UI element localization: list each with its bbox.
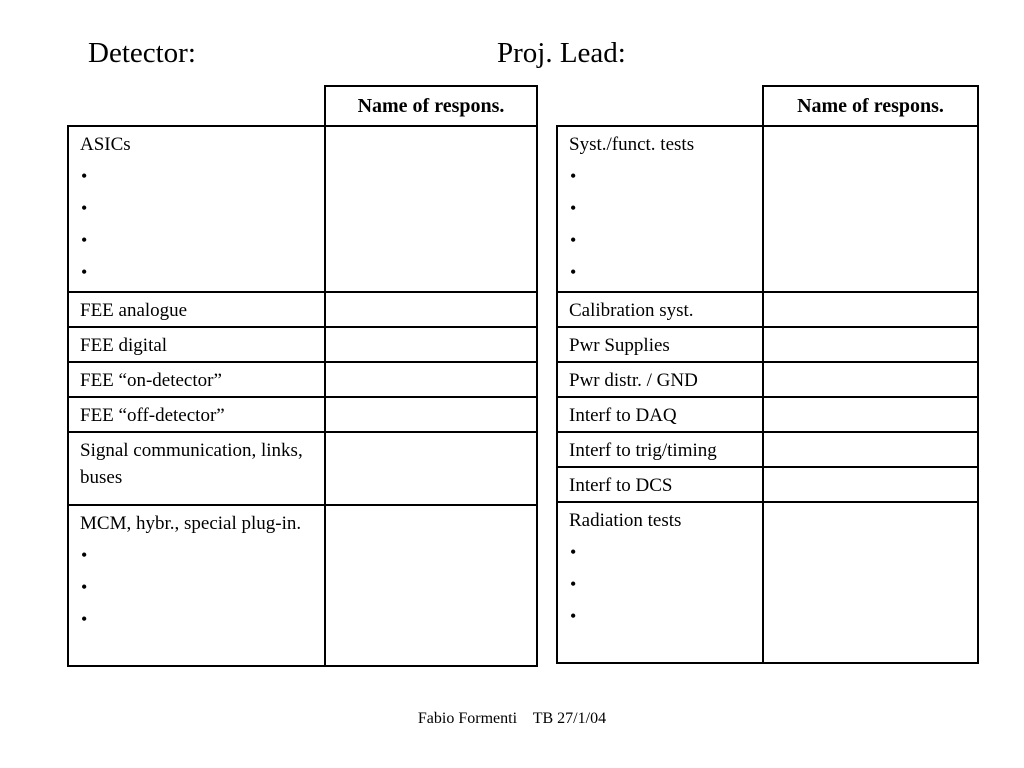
row-label: Pwr Supplies [557, 327, 763, 362]
responsible-name-cell[interactable] [763, 502, 978, 663]
detector-heading: Detector: [88, 37, 196, 69]
row-label: Signal communication, links, buses [68, 432, 325, 505]
table-row [557, 292, 978, 327]
bullet-item [569, 160, 756, 192]
bullet-list [80, 539, 318, 635]
bullet-item [80, 539, 318, 571]
column-header-name: Name of respons. [325, 86, 537, 126]
table-row [557, 467, 978, 502]
row-label: FEE “on-detector” [68, 362, 325, 397]
column-header-name: Name of respons. [763, 86, 978, 126]
responsible-name-cell[interactable] [325, 432, 537, 505]
row-label: Interf to trig/timing [557, 432, 763, 467]
table-row [557, 397, 978, 432]
table-row [68, 292, 537, 327]
table-row [557, 126, 978, 292]
bullet-item [569, 536, 756, 568]
row-label: FEE digital [68, 327, 325, 362]
responsible-name-cell[interactable] [325, 292, 537, 327]
table-row [557, 432, 978, 467]
bullet-item [80, 160, 318, 192]
header-corner [557, 86, 763, 126]
responsible-name-cell[interactable] [763, 362, 978, 397]
row-label: Pwr distr. / GND [557, 362, 763, 397]
table-header-row [557, 86, 978, 126]
responsible-name-cell[interactable] [763, 432, 978, 467]
responsible-name-cell[interactable] [763, 467, 978, 502]
table-row [68, 505, 537, 666]
responsible-name-cell[interactable] [325, 505, 537, 666]
table-row [68, 126, 537, 292]
responsible-name-cell[interactable] [325, 362, 537, 397]
table-row [68, 432, 537, 505]
row-label-cell [68, 126, 325, 292]
bullet-item [80, 256, 318, 288]
bullet-item [569, 192, 756, 224]
bullet-item [80, 224, 318, 256]
bullet-item [80, 192, 318, 224]
footer-author: Fabio Formenti [417, 710, 518, 727]
responsible-name-cell[interactable] [763, 126, 978, 292]
table-header-row [68, 86, 537, 126]
row-label: Radiation tests [569, 510, 682, 531]
table-row [557, 362, 978, 397]
bullet-list [569, 160, 756, 288]
table-row [68, 327, 537, 362]
bullet-list [569, 536, 756, 632]
row-label: Interf to DCS [557, 467, 763, 502]
bullet-item [569, 568, 756, 600]
bullet-item [80, 603, 318, 635]
row-label: FEE analogue [68, 292, 325, 327]
bullet-list [80, 160, 318, 288]
footer-reference: TB 27/1/04 [532, 710, 607, 727]
row-label: Calibration syst. [557, 292, 763, 327]
table-row [557, 502, 978, 663]
row-label: Interf to DAQ [557, 397, 763, 432]
responsible-name-cell[interactable] [763, 397, 978, 432]
bullet-item [569, 224, 756, 256]
responsible-name-cell[interactable] [325, 327, 537, 362]
responsible-name-cell[interactable] [325, 397, 537, 432]
row-label-cell [557, 502, 763, 663]
row-label-cell [68, 505, 325, 666]
bullet-item [569, 256, 756, 288]
responsible-name-cell[interactable] [325, 126, 537, 292]
bullet-item [80, 571, 318, 603]
row-label: ASICs [80, 134, 131, 155]
row-label: FEE “off-detector” [68, 397, 325, 432]
bullet-item [569, 600, 756, 632]
table-row [557, 327, 978, 362]
project-lead-heading: Proj. Lead: [497, 37, 626, 69]
responsible-name-cell[interactable] [763, 327, 978, 362]
row-label: MCM, hybr., special plug-in. [80, 513, 302, 534]
table-row [68, 397, 537, 432]
left-responsibility-table [67, 85, 538, 667]
right-responsibility-table [556, 85, 979, 664]
responsible-name-cell[interactable] [763, 292, 978, 327]
row-label-cell [557, 126, 763, 292]
footer [0, 709, 1024, 729]
header-corner [68, 86, 325, 126]
table-row [68, 362, 537, 397]
row-label: Syst./funct. tests [569, 134, 695, 155]
